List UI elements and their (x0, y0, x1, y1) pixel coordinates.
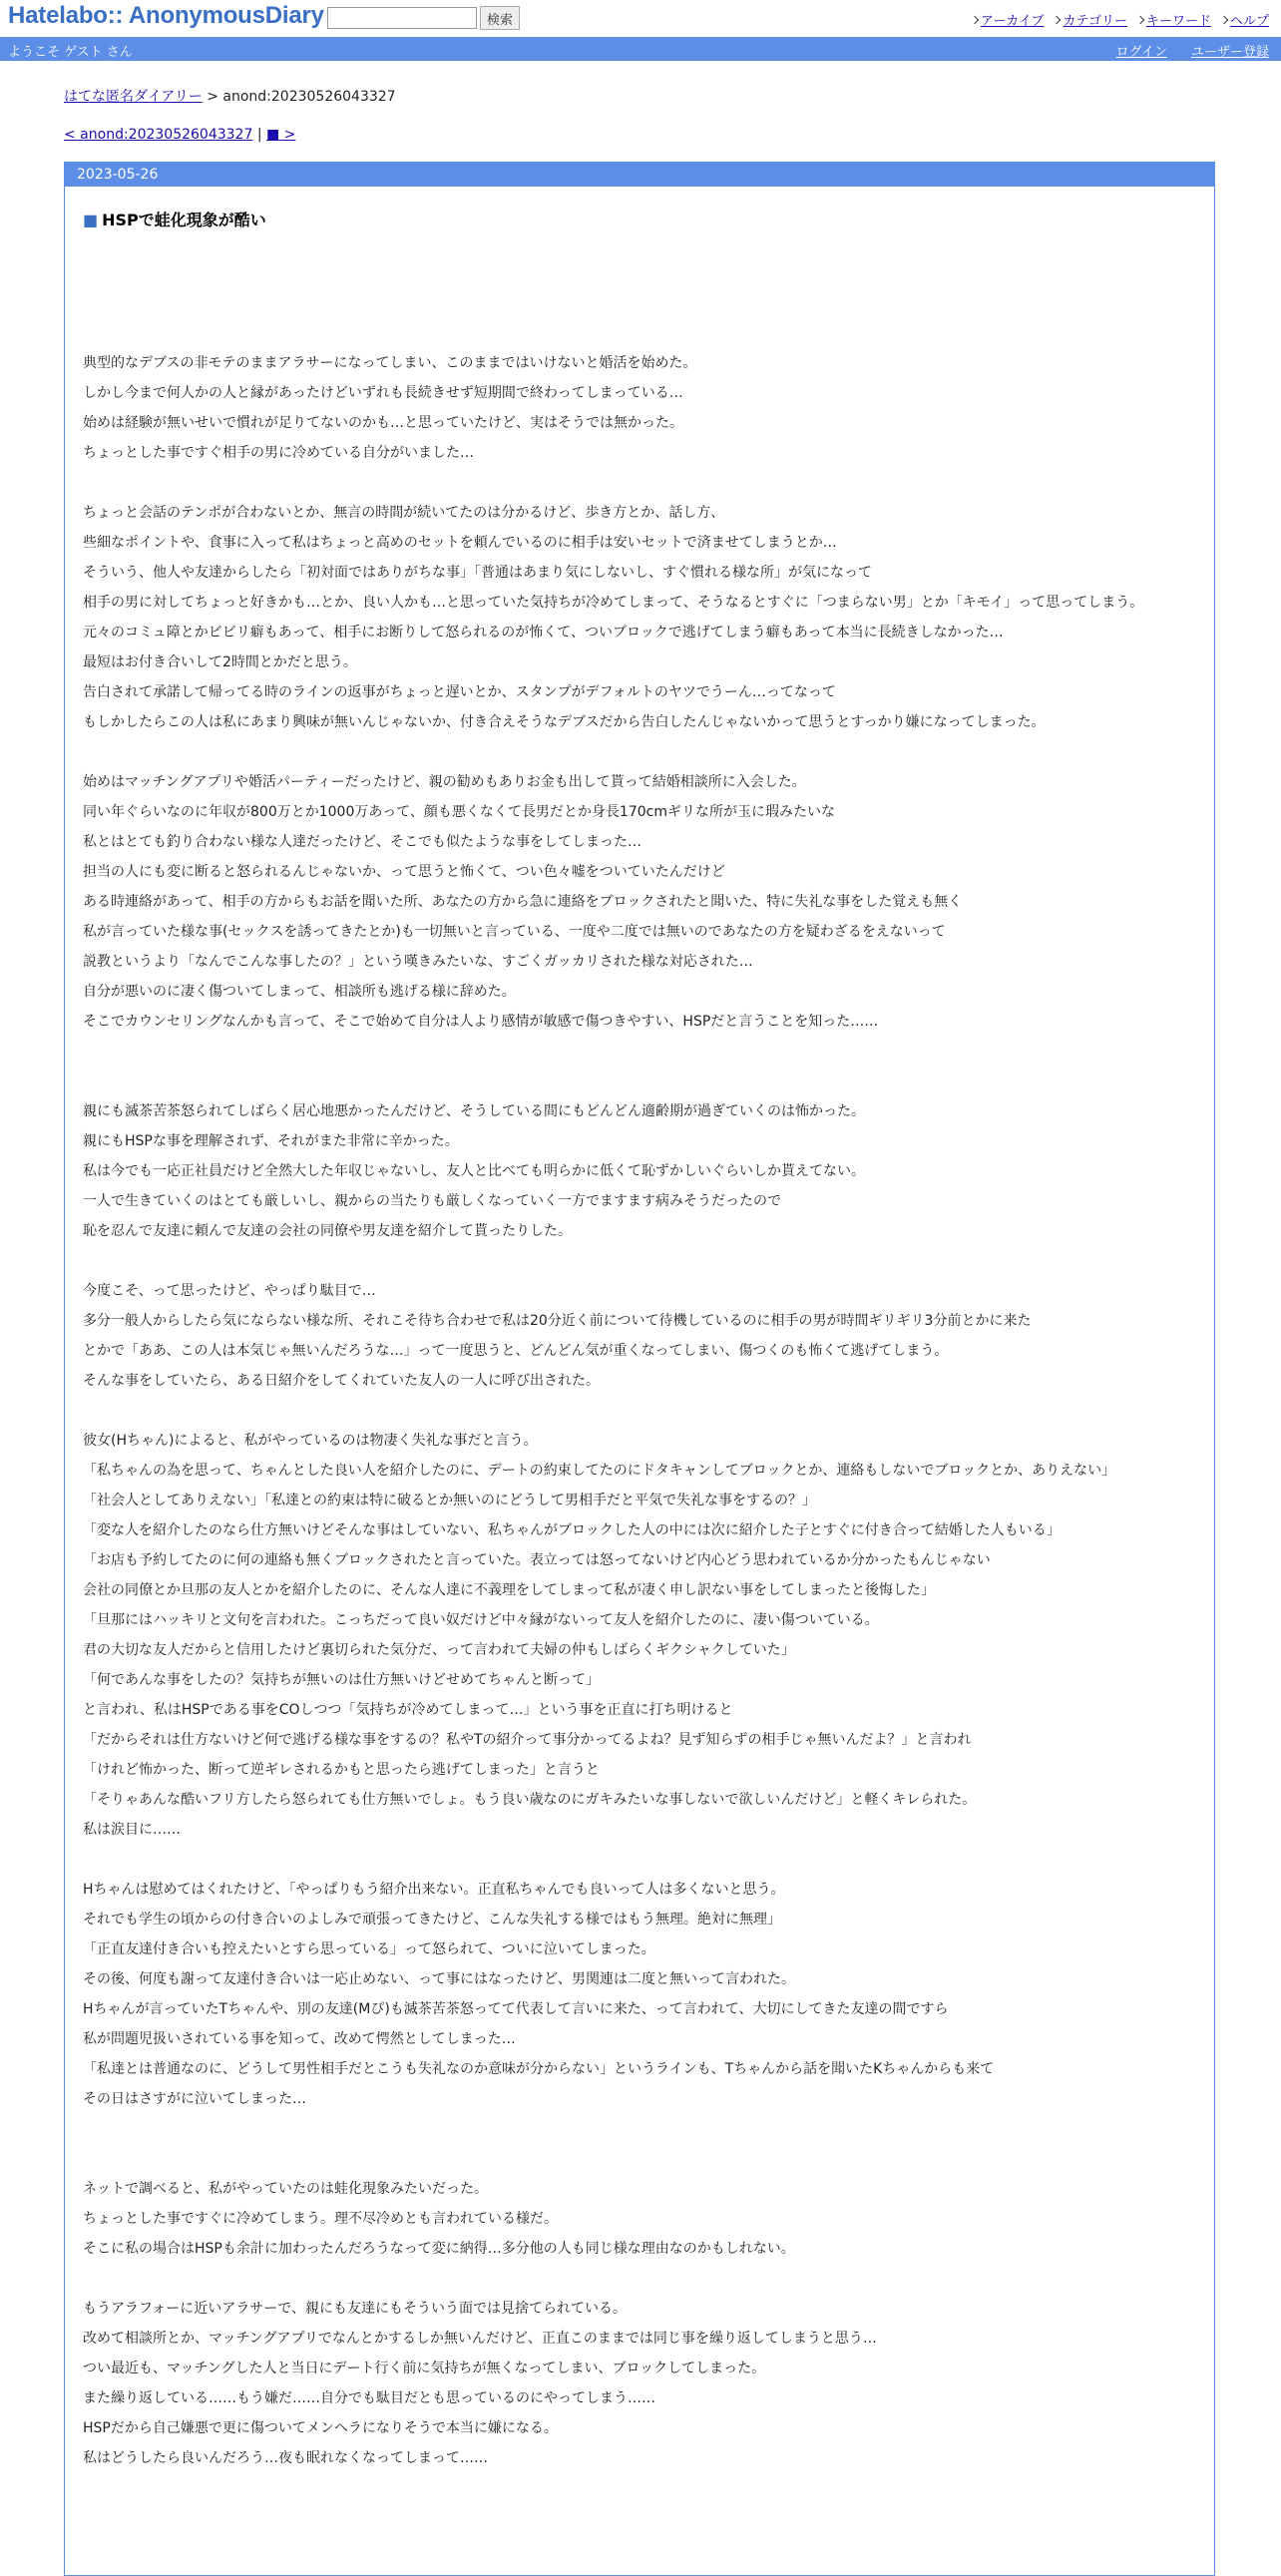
category-link[interactable]: カテゴリー (1063, 14, 1127, 29)
entry-title-text: HSPで蛙化現象が酷い (102, 211, 266, 229)
body-paragraph: そんな事をしていたら、ある日紹介をしてくれていた友人の一人に呼び出された。 (83, 1373, 600, 1389)
body-paragraph: 親にもHSPな事を理解されず、それがまた非常に辛かった。 (83, 1133, 459, 1149)
body-paragraph: 些細なポイントや、食事に入って私はちょっと高めのセットを頼んでいるのに相手は安いセットで済ませてしまうとか… (83, 535, 837, 551)
top-nav-category[interactable] (1054, 10, 1126, 29)
welcome-text: ようこそ ゲスト さん (8, 45, 133, 60)
body-paragraph: ネットで調べると、私がやっていたのは蛙化現象みたいだった。 (83, 2181, 488, 2197)
body-paragraph: 一人で生きていくのはとても厳しいし、親からの当たりも厳しくなっていく一方でますます病みそうだったので (83, 1193, 781, 1209)
body-paragraph: 会社の同僚とか旦那の友人とかを紹介したのに、そんな人達に不義理をしてしまって私が凄く申し訳ない事をしてしまったと後悔した」 (83, 1582, 935, 1598)
body-paragraph: 恥を忍んで友達に頼んで友達の会社の同僚や男友達を紹介して貰ったりした。 (83, 1223, 572, 1239)
top-nav (972, 10, 1269, 29)
body-paragraph: 私が言っていた様な事(セックスを誘ってきたとか)も一切無いと言っている、一度や二度では無いのであなたの方を疑わざるをえないって (83, 924, 946, 940)
entry-body (83, 348, 1200, 2473)
breadcrumb-separator: > (202, 89, 223, 105)
body-paragraph: 私が問題児扱いされている事を知って、改めて愕然としてしまった… (83, 2031, 516, 2047)
body-paragraph: と言われ、私はHSPである事をCOしつつ「気持ちが冷めてしまって…」という事を正直に打ち明けると (83, 1702, 733, 1718)
body-paragraph: 「旦那にはハッキリと文句を言われた。こっちだって良い奴だけど中々縁がないって友人を紹介したのに、凄い傷ついている。 (83, 1612, 879, 1628)
body-paragraph: 自分が悪いのに凄く傷ついてしまって、相談所も逃げる様に辞めた。 (83, 984, 516, 1000)
body-paragraph: 私は涙目に…… (83, 1822, 181, 1838)
body-paragraph: 「正直友達付き合いも控えたいとすら思っている」って怒られて、ついに泣いてしまった。 (83, 1941, 655, 1957)
paragraph-gap (83, 1396, 1200, 1426)
paragraph-gap (83, 2144, 1200, 2174)
body-paragraph: しかし今まで何人かの人と縁があったけどいずれも長続きせず短期間で終わってしまっている… (83, 385, 683, 401)
register-link[interactable]: ユーザー登録 (1190, 45, 1269, 60)
entry-date: 2023-05-26 (65, 163, 1214, 187)
body-paragraph: もしかしたらこの人は私にあまり興味が無いんじゃないか、付き合えそうなデブスだから告白したんじゃないかって思うとすっかり嫌になってしまった。 (83, 714, 1046, 730)
body-paragraph: 「けれど怖かった、断って逆ギレされるかもと思ったら逃げてしまった」と言うと (83, 1762, 600, 1778)
site-logo[interactable]: Hatelabo:: AnonymousDiary (8, 2, 324, 29)
body-paragraph: ちょっとした事ですぐ相手の男に冷めている自分がいました… (83, 445, 474, 461)
top-nav-help[interactable] (1221, 10, 1269, 29)
search-input[interactable] (327, 7, 477, 29)
breadcrumb (64, 86, 396, 106)
entry-permalink-icon[interactable]: ■ (83, 211, 99, 229)
top-bar (0, 0, 1281, 36)
body-paragraph: 私はどうしたら良いんだろう…夜も眠れなくなってしまって…… (83, 2450, 488, 2466)
chevron-right-icon (1054, 16, 1061, 25)
paragraph-gap (83, 2264, 1200, 2294)
paragraph-gap (83, 468, 1200, 498)
paragraph-gap (83, 1067, 1200, 1096)
entry-title (83, 208, 266, 230)
body-paragraph: 私は今でも一応正社員だけど全然大した年収じゃないし、友人と比べても明らかに低くて恥ずかしいぐらいしか貰えてない。 (83, 1163, 865, 1179)
body-paragraph: 告白されて承諾して帰ってる時のラインの返事がちょっと遅いとか、スタンプがデフォルトのヤツでうーん…ってなって (83, 684, 836, 700)
body-paragraph: ちょっと会話のテンポが合わないとか、無言の時間が続いてたのは分かるけど、歩き方とか、話し方、 (83, 505, 725, 521)
body-paragraph: 彼女(Hちゃん)によると、私がやっているのは物凄く失礼な事だと言う。 (83, 1433, 538, 1449)
paragraph-gap (83, 1246, 1200, 1276)
body-paragraph: 説教というより「なんでこんな事したの？」という嘆きみたいな、すごくガッカリされた様な対応された… (83, 954, 753, 970)
body-paragraph: 「だからそれは仕方ないけど何で逃げる様な事をするの？私やTの紹介って事分かってるよね？見ず知らずの相手じゃ無いんだよ？」と言われ (83, 1732, 972, 1748)
body-paragraph: 親にも滅茶苦茶怒られてしばらく居心地悪かったんだけど、そうしている間にもどんどん適齢期が過ぎていくのは怖かった。 (83, 1103, 865, 1119)
body-paragraph: 最短はお付き合いして2時間とかだと思う。 (83, 654, 357, 670)
body-paragraph: Hちゃんが言っていたTちゃんや、別の友達(Mぴ)も滅茶苦茶怒ってて代表して言いに来た、って言われて、大切にしてきた友達の間ですら (83, 2001, 949, 2017)
body-paragraph: 「変な人を紹介したのなら仕方無いけどそんな事はしていない、私ちゃんがブロックした人の中には次に紹介した子とすぐに付き合って結婚した人もいる」 (83, 1522, 1061, 1538)
breadcrumb-home-link[interactable]: はてな匿名ダイアリー (64, 89, 203, 105)
body-paragraph: 私とはとても釣り合わない様な人達だったけど、そこでも似たような事をしてしまった… (83, 834, 641, 850)
chevron-right-icon (972, 16, 979, 25)
chevron-right-icon (1137, 16, 1144, 25)
body-paragraph: つい最近も、マッチングした人と当日にデート行く前に気持ちが無くなってしまい、ブロックしてしまった。 (83, 2361, 766, 2376)
breadcrumb-current: anond:20230526043327 (222, 89, 396, 105)
pager-separator: | (252, 127, 267, 143)
body-paragraph: Hちゃんは慰めてはくれたけど、「やっぱりもう紹介出来ない。正直私ちゃんでも良いって人は多くないと思う。 (83, 1882, 785, 1898)
search-button[interactable]: 検索 (480, 6, 520, 30)
paragraph-gap (83, 1037, 1200, 1067)
body-paragraph: 君の大切な友人だからと信用したけど裏切られた気分だ、って言われて夫婦の仲もしばらくギクシャクしていた」 (83, 1642, 795, 1658)
prev-entry-link[interactable]: < anond:20230526043327 (64, 127, 253, 143)
body-paragraph: 改めて相談所とか、マッチングアプリでなんとかするしか無いんだけど、正直このままでは同じ事を繰り返してしまうと思う… (83, 2331, 877, 2347)
body-paragraph: ちょっとした事ですぐに冷めてしまう。理不尽冷めとも言われている様だ。 (83, 2211, 558, 2227)
paragraph-gap (83, 1845, 1200, 1875)
keyword-link[interactable]: キーワード (1145, 14, 1211, 29)
login-link[interactable]: ログイン (1115, 45, 1167, 60)
body-paragraph: 「社会人としてありえない」「私達との約束は特に破るとか無いのにどうして男相手だと平気で失礼な事をするの？」 (83, 1493, 816, 1508)
archive-link[interactable]: アーカイブ (980, 14, 1045, 29)
body-paragraph: 典型的なデブスの非モテのままアラサーになってしまい、このままではいけないと婚活を始めた。 (83, 355, 697, 371)
body-paragraph: 始めは経験が無いせいで慣れが足りてないのかも…と思っていたけど、実はそうでは無かった。 (83, 415, 683, 431)
body-paragraph: 始めはマッチングアプリや婚活パーティーだったけど、親の勧めもありお金も出して貰って結婚相談所に入会した。 (83, 774, 806, 790)
body-paragraph: もうアラフォーに近いアラサーで、親にも友達にもそういう面では見捨てられている。 (83, 2301, 628, 2317)
body-paragraph: また繰り返している……もう嫌だ……自分でも駄目だとも思っているのにやってしまう…… (83, 2390, 655, 2406)
body-paragraph: そこに私の場合はHSPも余計に加わったんだろうなって変に納得…多分他の人も同じ様な理由なのかもしれない。 (83, 2241, 795, 2257)
body-paragraph: 担当の人にも変に断ると怒られるんじゃないか、って思うと怖くて、つい色々嘘をついていたんだけど (83, 864, 725, 880)
body-paragraph: 「私ちゃんの為を思って、ちゃんとした良い人を紹介したのに、デートの約束してたのにドタキャンしてブロックとか、連絡もしないでブロックとか、ありえない」 (83, 1463, 1116, 1479)
body-paragraph: 今度こそ、って思ったけど、やっぱり駄目で… (83, 1283, 376, 1299)
body-paragraph: 「お店も予約してたのに何の連絡も無くブロックされたと言っていた。表立っては怒ってないけど内心どう思われているか分かったもんじゃない (83, 1552, 991, 1568)
body-paragraph: 「私達とは普通なのに、どうして男性相手だとこうも失礼なのか意味が分からない」というラインも、Tちゃんから話を聞いたKちゃんからも来て (83, 2061, 995, 2077)
next-entry-link[interactable]: ■ > (266, 127, 296, 143)
diary-entry (64, 162, 1215, 2576)
body-paragraph: 相手の男に対してちょっと好きかも…とか、良い人かも…と思っていた気持ちが冷めてしまって、そうなるとすぐに「つまらない男」とか「キモイ」って思ってしまう。 (83, 595, 1144, 611)
top-nav-archive[interactable] (972, 10, 1045, 29)
body-paragraph: HSPだから自己嫌悪で更に傷ついてメンヘラになりそうで本当に嫌になる。 (83, 2420, 558, 2436)
body-paragraph: ある時連絡があって、相手の方からもお話を聞いた所、あなたの方から急に連絡をブロックされたと聞いた、特に失礼な事をした覚えも無く (83, 894, 963, 910)
paragraph-gap (83, 2114, 1200, 2144)
body-paragraph: そこでカウンセリングなんかも言って、そこで始めて自分は人より感情が敏感で傷つきやすい、HSPだと言うことを知った…… (83, 1014, 879, 1030)
body-paragraph: 多分一般人からしたら気にならない様な所、それこそ待ち合わせで私は20分近く前について待機しているのに相手の男が時間ギリギリ3分前とかに来た (83, 1313, 1032, 1329)
body-paragraph: 「そりゃあんな酷いフリ方したら怒られても仕方無いでしょ。もう良い歳なのにガキみたいな事しないで欲しいんだけど」と軽くキレられた。 (83, 1792, 977, 1808)
body-paragraph: その後、何度も謝って友達付き合いは一応止めない、って事にはなったけど、男関連は二度と無いって言われた。 (83, 1971, 795, 1987)
body-paragraph: 元々のコミュ障とかビビリ癖もあって、相手にお断りして怒られるのが怖くて、ついブロックで逃げてしまう癖もあって本当に長続きしなかった… (83, 625, 1004, 641)
body-paragraph: とかで「ああ、この人は本気じゃ無いんだろうな…」って一度思うと、どんどん気が重くなってしまい、傷つくのも怖くて逃げてしまう。 (83, 1343, 949, 1359)
user-links (1116, 41, 1269, 60)
paragraph-gap (83, 737, 1200, 767)
help-link[interactable]: ヘルプ (1229, 14, 1269, 29)
body-paragraph: 「何であんな事をしたの？気持ちが無いのは仕方無いけどせめてちゃんと断って」 (83, 1672, 600, 1688)
chevron-right-icon (1221, 16, 1228, 25)
body-paragraph: それでも学生の頃からの付き合いのよしみで頑張ってきたけど、こんな失礼する様ではもう無理。絶対に無理」 (83, 1912, 781, 1928)
body-paragraph: 同い年ぐらいなのに年収が800万とか1000万あって、顔も悪くなくて長男だとか身長170cmギリな所が玉に瑕みたいな (83, 804, 835, 820)
entry-pager (64, 127, 295, 143)
body-paragraph: そういう、他人や友達からしたら「初対面ではありがちな事」「普通はあまり気にしないし、すぐ慣れる様な所」が気になって (83, 565, 872, 581)
body-paragraph: その日はさすがに泣いてしまった… (83, 2091, 306, 2107)
top-nav-keyword[interactable] (1137, 10, 1211, 29)
user-bar (0, 37, 1281, 61)
